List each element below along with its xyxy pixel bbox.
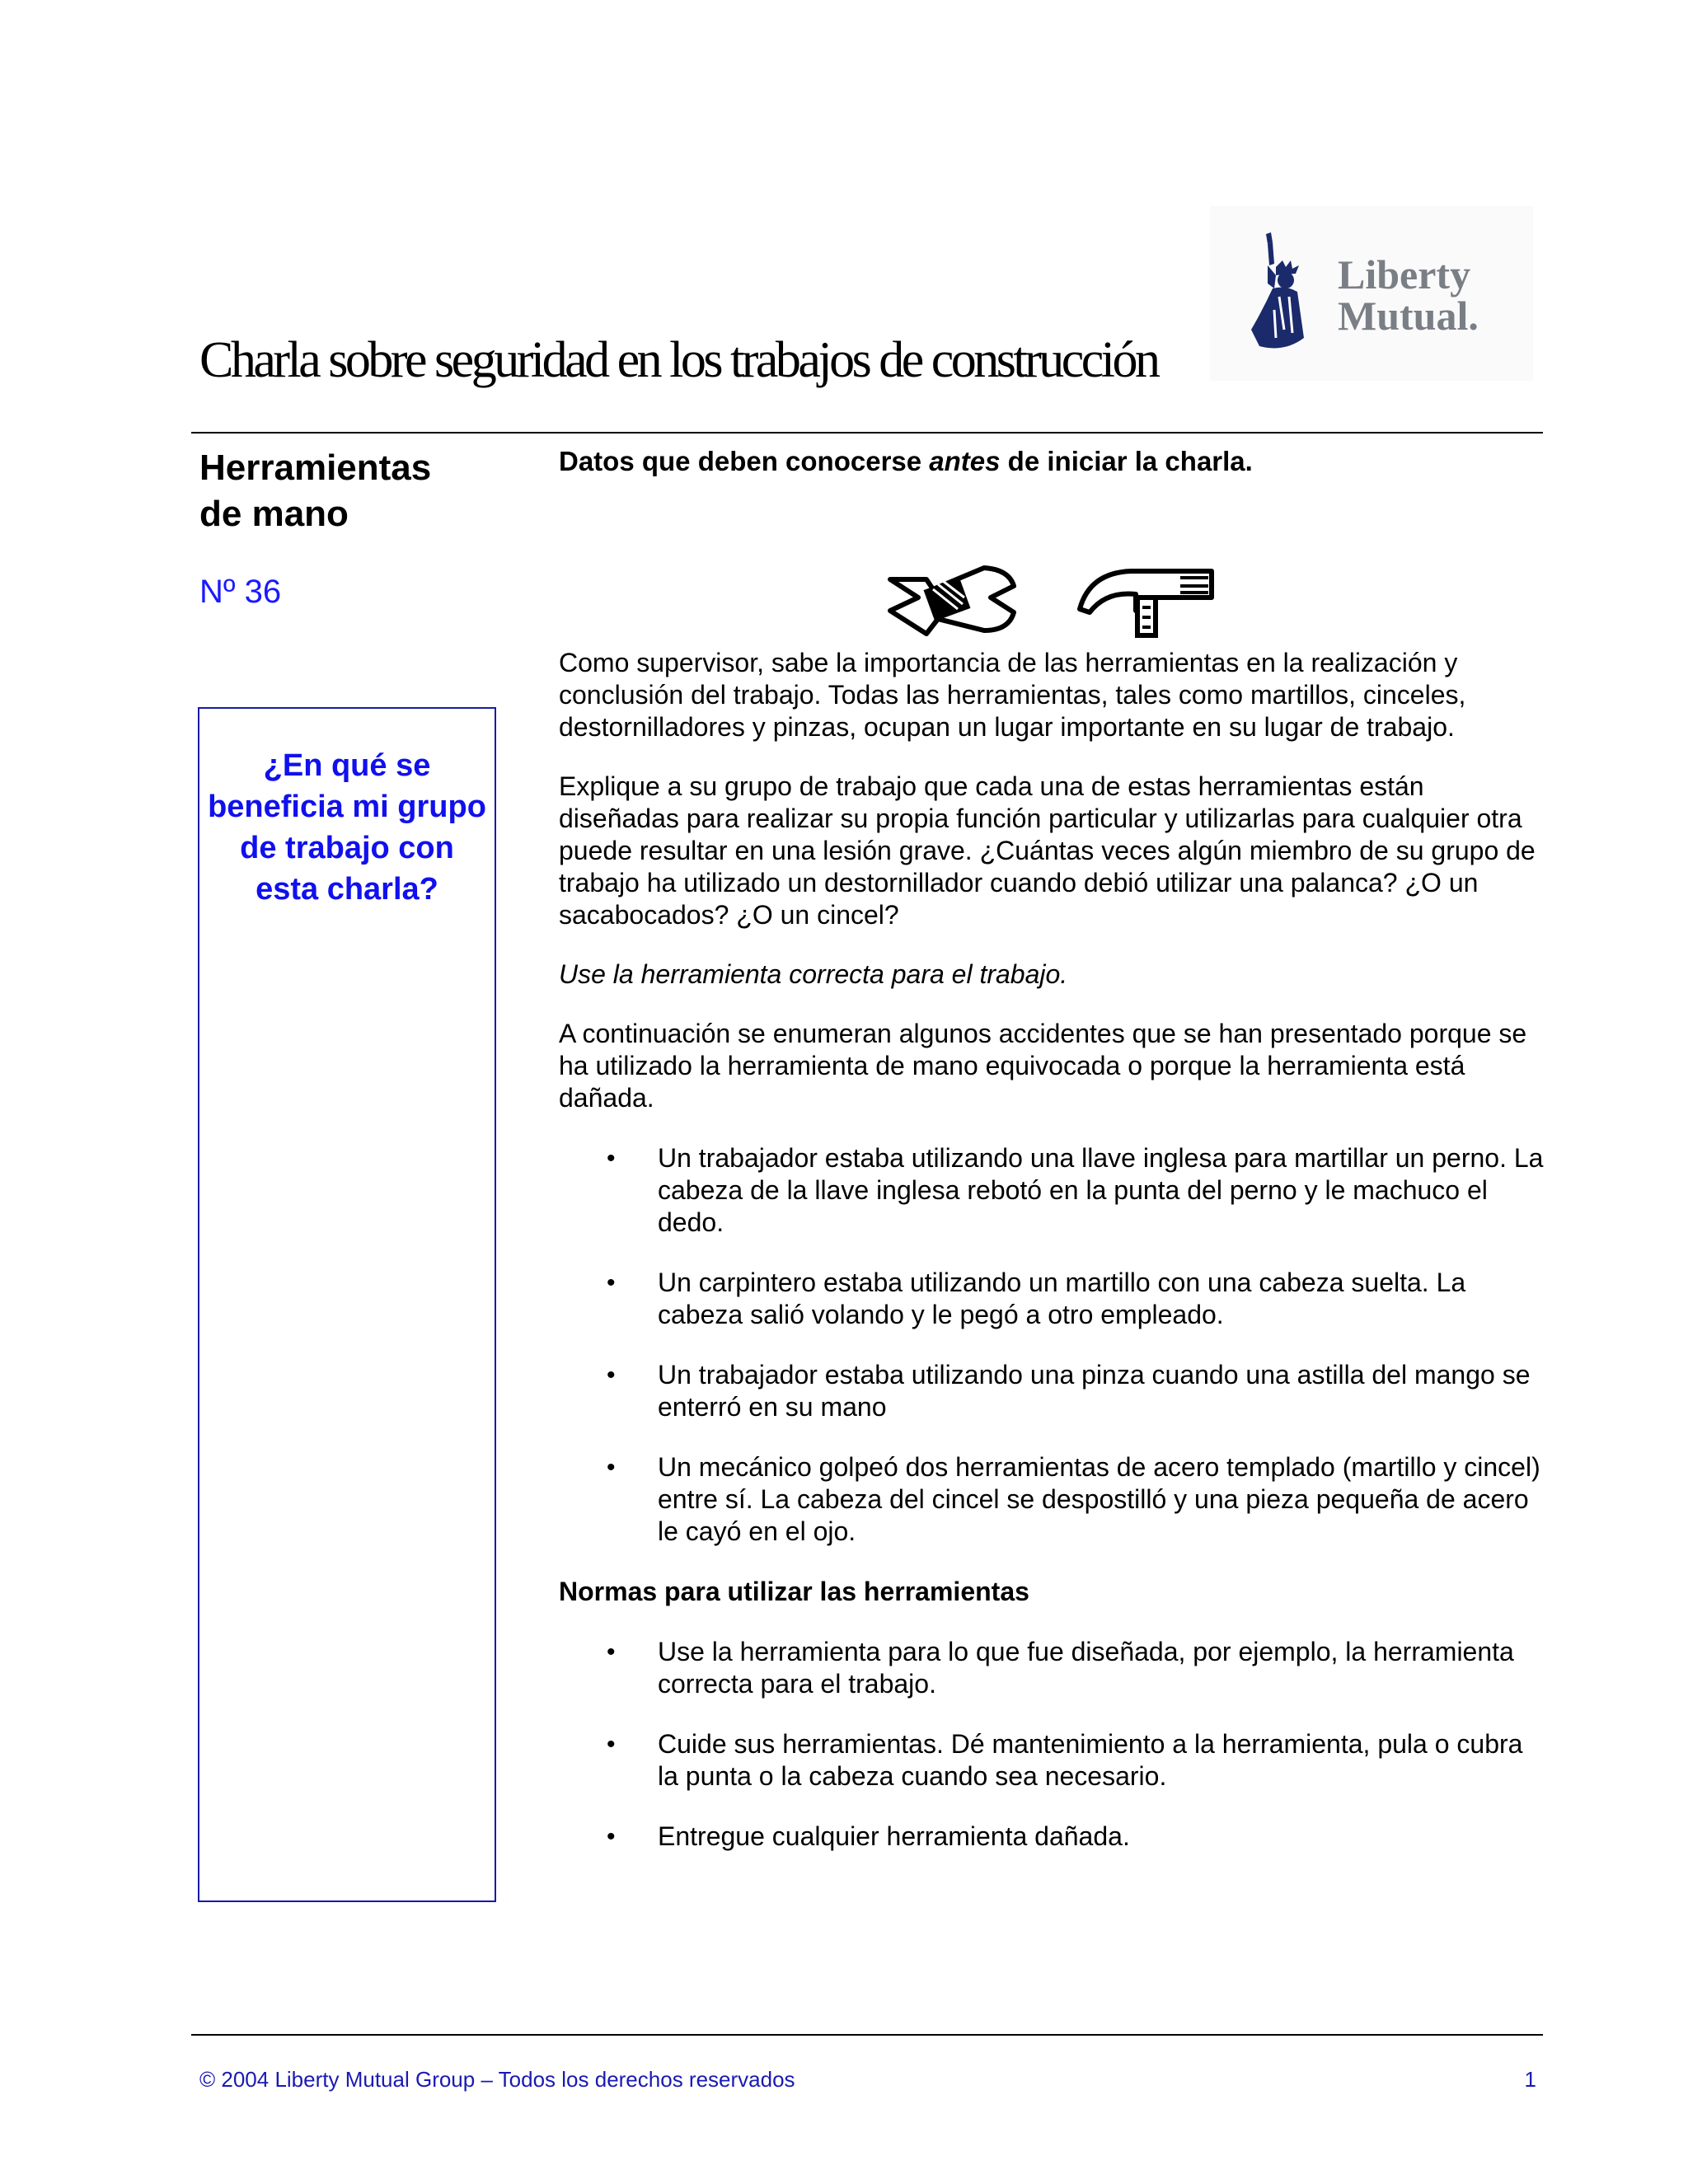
- list-item: [559, 1821, 1548, 1853]
- bullet: •: [607, 1823, 616, 1850]
- statue-of-liberty-icon: [1243, 231, 1311, 354]
- page-number: 1: [1524, 2067, 1536, 2092]
- rules-list: [559, 1636, 1548, 1853]
- intro-heading-pre: Datos que deben conocerse: [559, 446, 930, 476]
- intro-heading-emphasis: antes: [929, 446, 1001, 476]
- topic-title-line1: Herramientas: [199, 448, 432, 488]
- logo-wordmark: [1338, 251, 1479, 339]
- footer-divider: [191, 2034, 1543, 2036]
- logo-word-liberty: Liberty: [1338, 251, 1471, 298]
- bullet: •: [607, 1145, 616, 1172]
- list-item: [559, 1451, 1548, 1548]
- main-content: [559, 445, 1548, 1881]
- bullet: •: [607, 1361, 616, 1389]
- list-item: [559, 1267, 1548, 1331]
- sidebar-question: ¿En qué se beneficia mi grupo de trabajo con esta charla?: [208, 748, 486, 907]
- body-paragraph-2: Explique a su grupo de trabajo que cada una de estas herramientas están diseñadas para realizar su propia función particular y utilizarlas para cualquier otra puede resultar en una lesión grave. ¿Cuántas veces algún miembro de su grupo de trabajo ha utilizado un destornillador cuando debió utilizar una palanca? ¿O un sacabocados? ¿O un cincel?: [559, 771, 1536, 930]
- bullet: •: [607, 1454, 616, 1481]
- intro-heading-post: de iniciar la charla.: [1000, 446, 1253, 476]
- body-paragraph-1: Como supervisor, sabe la importancia de las herramientas en la realización y conclusión del trabajo. Todas las herramientas, tales como martillos, cinceles, destornilladores y pinzas, ocupan un lugar importante en su lugar de trabajo.: [559, 648, 1466, 742]
- header-divider: [191, 432, 1543, 434]
- wrench-icon: [885, 561, 1017, 640]
- topic-title-line2: de mano: [199, 494, 349, 534]
- page-title: Charla sobre seguridad en los trabajos de construcción: [199, 332, 1158, 388]
- tool-illustrations: [559, 477, 1548, 609]
- list-item-text: Un trabajador estaba utilizando una pinza cuando una astilla del mango se enterró en su mano: [658, 1360, 1531, 1422]
- body-paragraph-3: Use la herramienta correcta para el trabajo.: [559, 959, 1068, 989]
- hammer-icon: [1073, 561, 1221, 640]
- body-paragraph-4: A continuación se enumeran algunos accidentes que se han presentado porque se ha utilizado la herramienta de mano equivocada o porque la herramienta está dañada.: [559, 1019, 1527, 1113]
- list-item: [559, 1142, 1548, 1239]
- liberty-mutual-logo: [1210, 206, 1533, 381]
- list-item: [559, 1728, 1548, 1793]
- footer-copyright: © 2004 Liberty Mutual Group – Todos los derechos reservados: [199, 2067, 795, 2092]
- list-item-text: Un trabajador estaba utilizando una llave inglesa para martillar un perno. La cabeza de la llave inglesa rebotó en la punta del perno y le machuco el dedo.: [658, 1143, 1544, 1237]
- logo-dot: .: [1468, 293, 1479, 339]
- logo-word-mutual: Mutual: [1338, 293, 1469, 339]
- bullet: •: [607, 1638, 616, 1666]
- list-item-text: Un mecánico golpeó dos herramientas de acero templado (martillo y cincel) entre sí. La cabeza del cincel se despostilló y una pieza pequeña de acero le cayó en el ojo.: [658, 1452, 1540, 1546]
- list-item-text: Entregue cualquier herramienta dañada.: [658, 1821, 1130, 1851]
- list-item-text: Un carpintero estaba utilizando un martillo con una cabeza suelta. La cabeza salió volando y le pegó a otro empleado.: [658, 1268, 1466, 1329]
- rules-heading: Normas para utilizar las herramientas: [559, 1577, 1029, 1606]
- accident-list: [559, 1142, 1548, 1548]
- sidebar-box: [198, 707, 496, 1902]
- bullet: •: [607, 1731, 616, 1758]
- list-item: [559, 1636, 1548, 1700]
- topic-number: Nº 36: [199, 574, 282, 610]
- list-item-text: Cuide sus herramientas. Dé mantenimiento a la herramienta, pula o cubra la punta o la cabeza cuando sea necesario.: [658, 1729, 1523, 1791]
- list-item: [559, 1359, 1548, 1423]
- intro-heading: [559, 445, 1548, 477]
- list-item-text: Use la herramienta para lo que fue diseñada, por ejemplo, la herramienta correcta para el trabajo.: [658, 1637, 1514, 1699]
- topic-title: [199, 445, 513, 537]
- bullet: •: [607, 1269, 616, 1296]
